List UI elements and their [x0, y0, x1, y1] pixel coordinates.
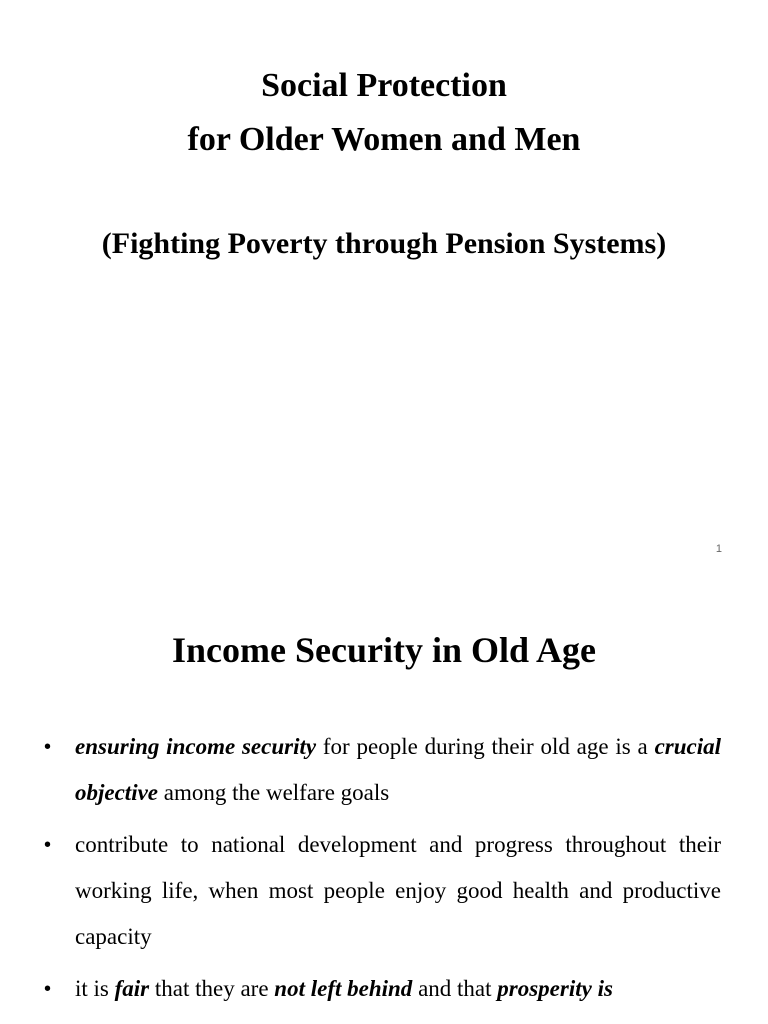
bullet-segment: fair — [114, 976, 150, 1001]
bullet-segment: that they are — [149, 976, 275, 1001]
bullet-segment: crucial objective — [75, 734, 722, 805]
bullet-segment: not left behind — [274, 976, 413, 1001]
slide-1-subtitle: (Fighting Poverty through Pension Systems) — [101, 227, 667, 260]
bullet-icon: • — [44, 736, 52, 758]
bullet-list — [0, 724, 768, 1018]
slide-2-title: Income Security in Old Age — [172, 630, 596, 670]
slide-1-title-line-1: Social Protection — [261, 67, 507, 104]
bullet-segment: and that — [412, 976, 498, 1001]
slide-1-title-line-2: for Older Women and Men — [187, 121, 581, 158]
bullet-item — [0, 724, 768, 816]
bullet-item — [0, 822, 768, 960]
bullet-segment: it is — [75, 976, 115, 1001]
bullet-icon: • — [44, 834, 52, 856]
bullet-segment: prosperity is — [497, 976, 613, 1001]
bullet-segment: for people during their old age is a — [316, 734, 655, 759]
slide-2 — [0, 578, 768, 1024]
page-number: 1 — [715, 543, 722, 555]
bullet-segment: contribute to national development and progress throughout their working life, when most people enjoy good health and productive capacity — [75, 832, 721, 949]
bullet-segment: ensuring income security — [75, 734, 317, 759]
bullet-icon: • — [44, 978, 52, 1000]
bullet-segment: among the welfare goals — [158, 780, 390, 805]
bullet-item — [0, 966, 768, 1012]
